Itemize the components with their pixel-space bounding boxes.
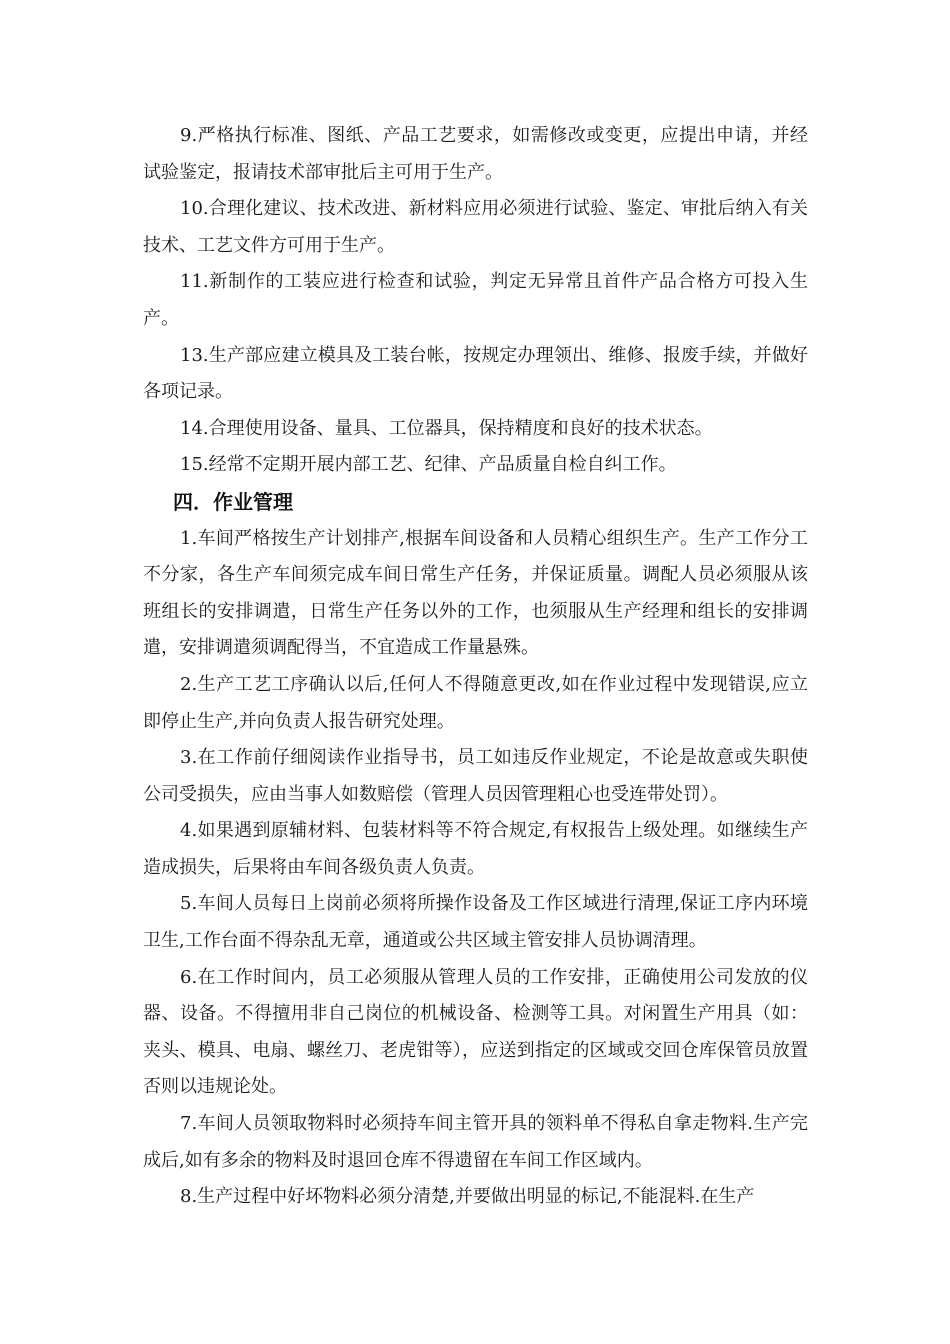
paragraph-item-10: 10.合理化建议、技术改进、新材料应用必须进行试验、鉴定、审批后纳入有关技术、工艺文件方可用于生产。 — [143, 198, 808, 256]
paragraph-item-2: 2.生产工艺工序确认以后,任何人不得随意更改,如在作业过程中发现错误,应立即停止生产,并向负责人报告研究处理。 — [143, 673, 808, 732]
paragraph-item-1: 1.车间严格按生产计划排产,根据车间设备和人员精心组织生产。生产工作分工不分家，各生产车间须完成车间日常生产任务，并保证质量。调配人员必须服从该班组长的安排调遣，日常生产任务以外的工作，也须服从生产经理和组长的安排调遣，安排调遣须调配得当，不宜造成工作量悬殊。 — [143, 527, 808, 659]
document-body — [143, 118, 808, 1216]
paragraph-item-6: 6.在工作时间内，员工必须服从管理人员的工作安排，正确使用公司发放的仪器、设备。不得擅用非自己岗位的机械设备、检测等工具。对闲置生产用具（如：夹头、模具、电扇、螺丝刀、老虎钳等），应送到指定的区域或交回仓库保管员放置否则以违规论处。 — [143, 966, 808, 1098]
paragraph-item-5: 5.车间人员每日上岗前必须将所操作设备及工作区域进行清理,保证工序内环境卫生,工作台面不得杂乱无章，通道或公共区域主管安排人员协调清理。 — [143, 893, 808, 952]
paragraph-item-14: 14.合理使用设备、量具、工位器具，保持精度和良好的技术状态。 — [180, 417, 713, 439]
paragraph-item-13: 13.生产部应建立模具及工装台帐，按规定办理领出、维修、报废手续，并做好各项记录。 — [143, 344, 808, 403]
section-heading: 四．作业管理 — [173, 489, 293, 514]
paragraph-item-9: 9.严格执行标准、图纸、产品工艺要求，如需修改或变更，应提出申请，并经试验鉴定，报请技术部审批后主可用于生产。 — [143, 125, 808, 183]
paragraph-item-8: 8.生产过程中好坏物料必须分清楚,并要做出明显的标记,不能混料.在生产 — [180, 1186, 755, 1208]
paragraph-item-15: 15.经常不定期开展内部工艺、纪律、产品质量自检自纠工作。 — [180, 454, 677, 476]
paragraph-item-3: 3.在工作前仔细阅读作业指导书，员工如违反作业规定，不论是故意或失职使公司受损失，应由当事人如数赔偿（管理人员因管理粗心也受连带处罚）。 — [143, 747, 808, 805]
paragraph-item-7: 7.车间人员领取物料时必须持车间主管开具的领料单不得私自拿走物料.生产完成后,如有多余的物料及时退回仓库不得遗留在车间工作区域内。 — [143, 1113, 808, 1171]
paragraph-item-4: 4.如果遇到原辅材料、包装材料等不符合规定,有权报告上级处理。如继续生产造成损失，后果将由车间各级负责人负责。 — [143, 820, 808, 878]
paragraph-item-11: 11.新制作的工装应进行检查和试验，判定无异常且首件产品合格方可投入生产。 — [143, 271, 808, 329]
